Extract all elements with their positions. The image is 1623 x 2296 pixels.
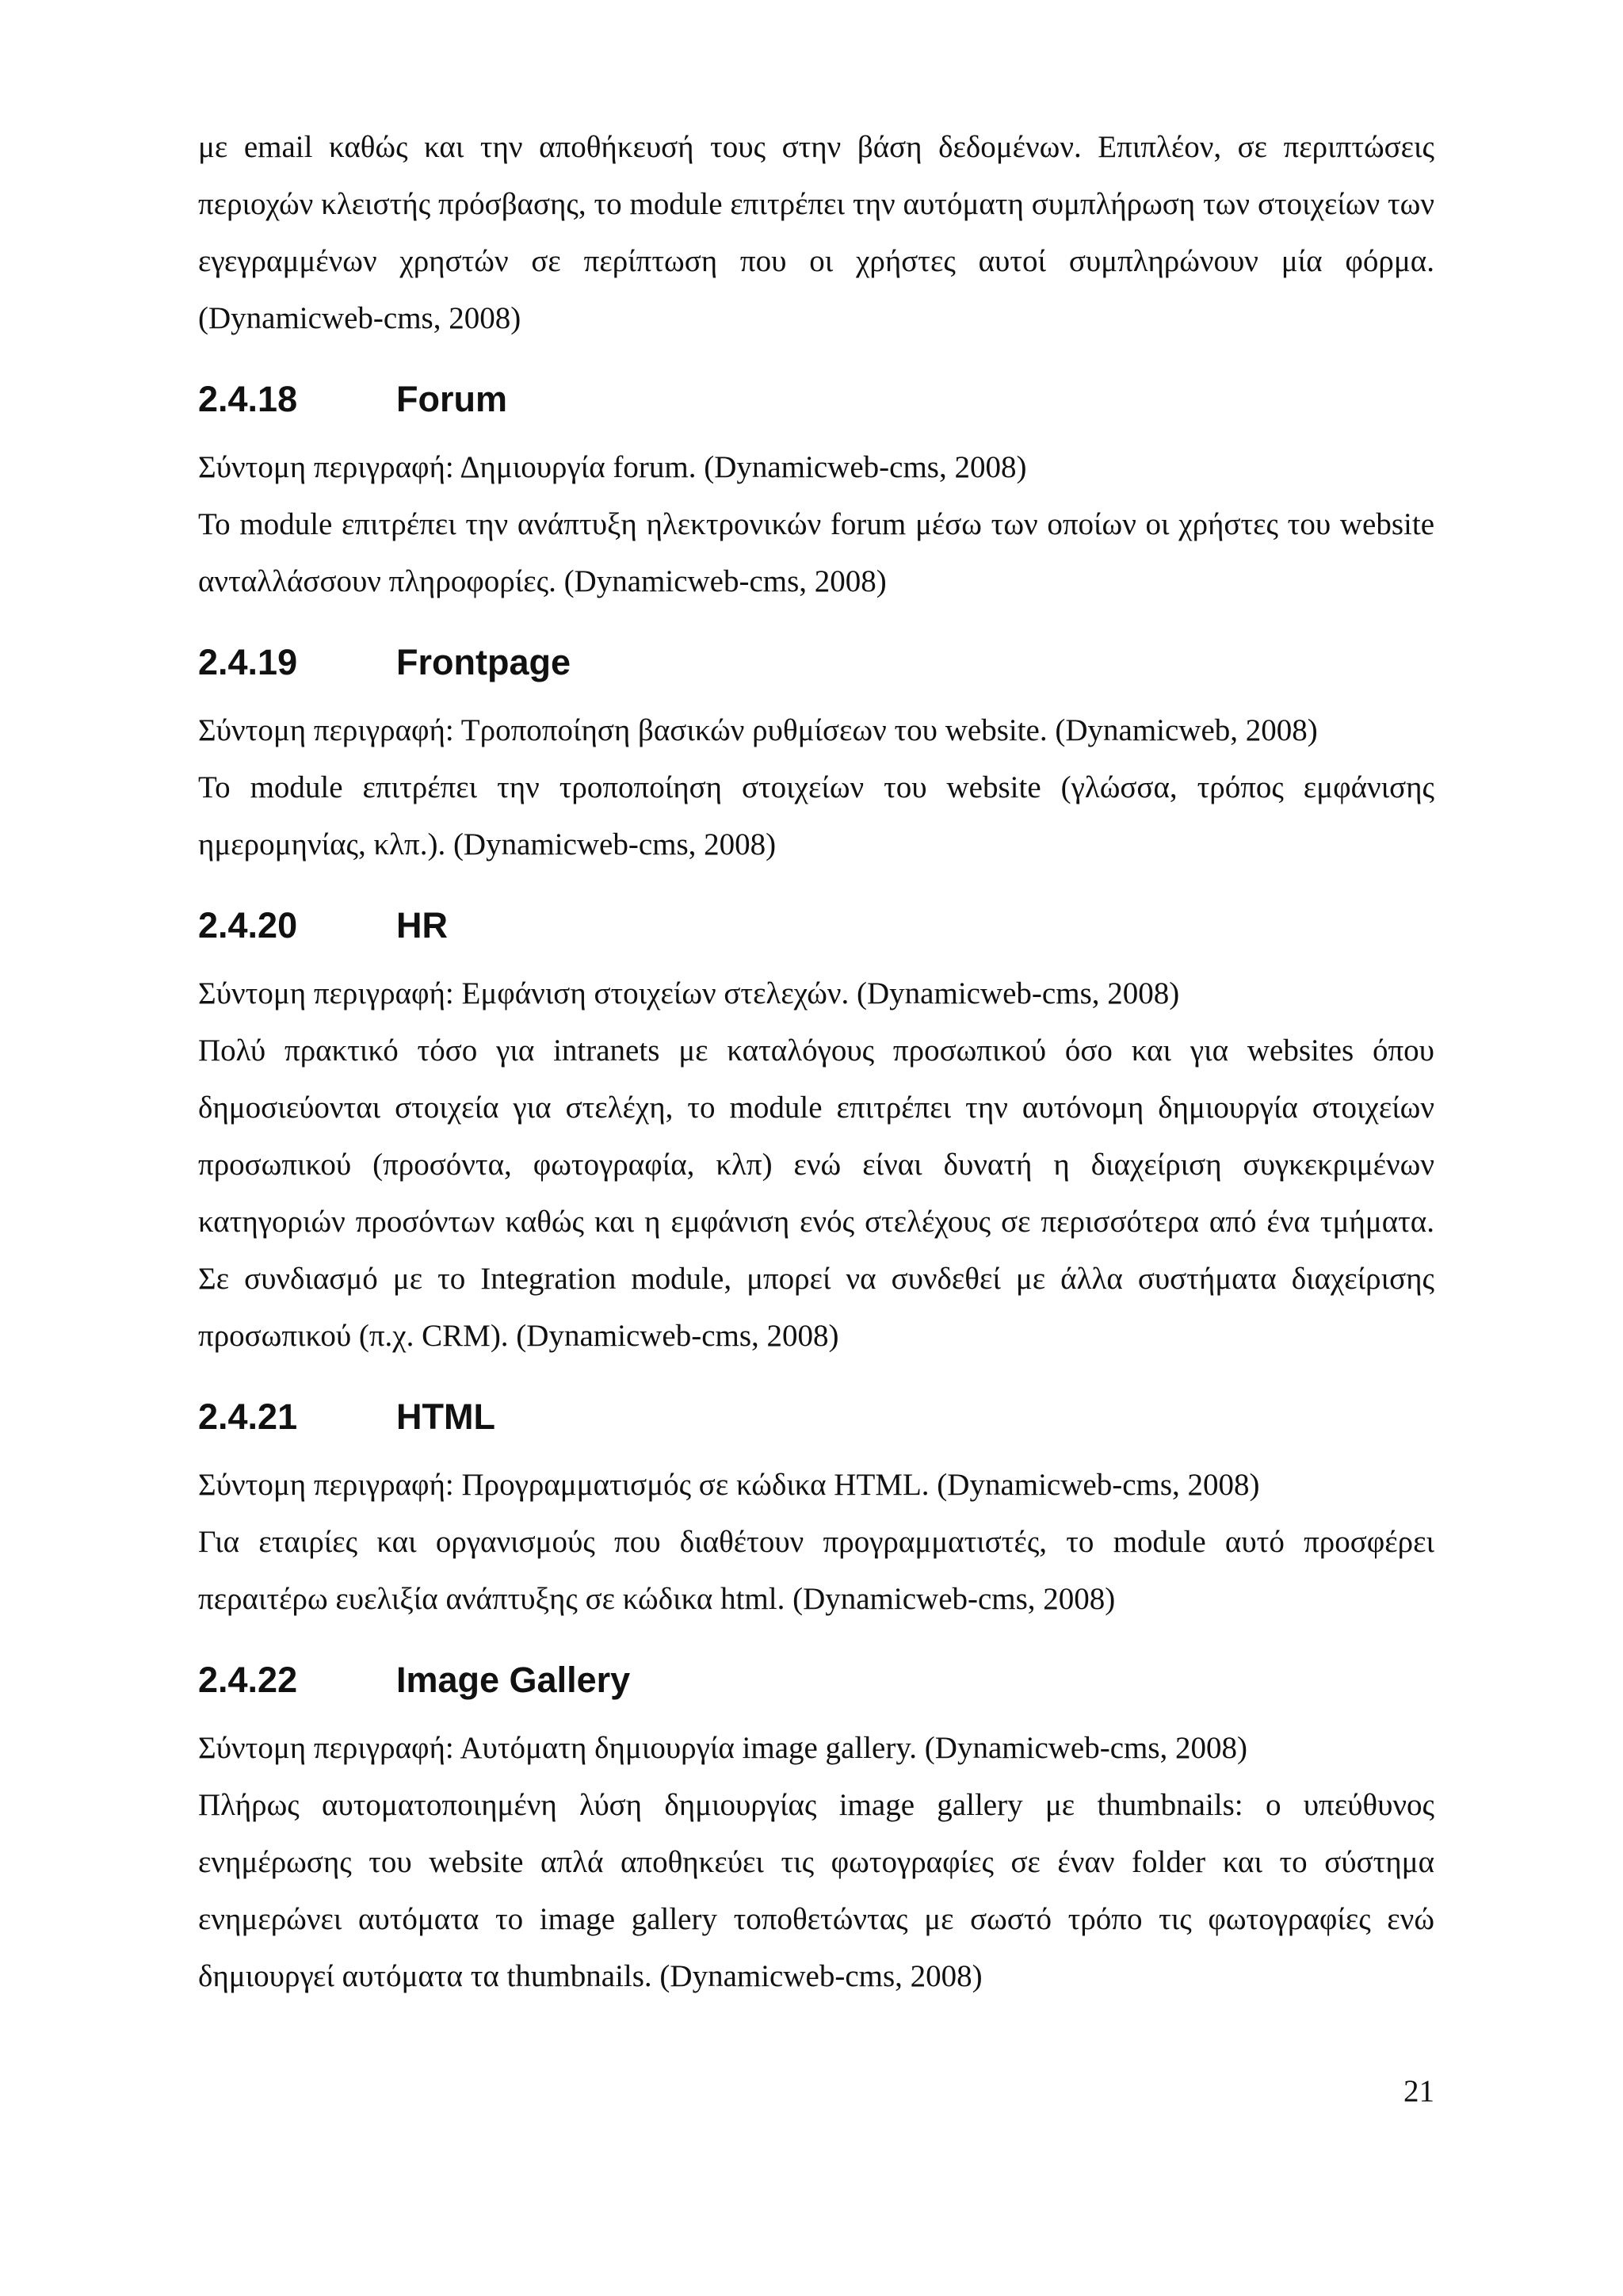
section-number: 2.4.18 <box>198 379 298 419</box>
section-title: HTML <box>396 1396 495 1437</box>
section-body: Για εταιρίες και οργανισμούς που διαθέτουν προγραμματιστές, το module αυτό προσφέρει περαιτέρω ευελιξία ανάπτυξης σε κώδικα html. (Dynamicweb-cms, 2008) <box>198 1525 1434 1616</box>
section-summary: Σύντομη περιγραφή: Τροποποίηση βασικών ρυθμίσεων του website. (Dynamicweb, 2008) <box>198 713 1318 747</box>
document-page <box>198 119 1434 2005</box>
section-heading <box>198 1652 1434 1709</box>
section-body: Πλήρως αυτοματοποιημένη λύση δημιουργίας image gallery με thumbnails: ο υπεύθυνος ενημέρωσης του website απλά αποθηκεύει τις φωτογραφίες σε έναν folder και το σύστημα ενημερώνει αυτόματα το image gallery τοποθετώντας με σωστό τρόπο τις φωτογραφίες ενώ δημιουργεί αυτόματα τα thumbnails. (Dynamicweb-cms, 2008) <box>198 1788 1435 1993</box>
page-number: 21 <box>1403 2074 1434 2108</box>
section-title: Frontpage <box>396 642 571 682</box>
section-heading <box>198 634 1434 691</box>
section-heading <box>198 371 1434 428</box>
section-summary: Σύντομη περιγραφή: Δημιουργία forum. (Dynamicweb-cms, 2008) <box>198 450 1027 484</box>
section-frontpage <box>198 634 1434 873</box>
section-heading <box>198 1389 1434 1446</box>
section-html <box>198 1389 1434 1628</box>
section-body: Πολύ πρακτικό τόσο για intranets με καταλόγους προσωπικού όσο και για websites όπου δημοσιεύονται στοιχεία για στελέχη, το module επιτρέπει την αυτόνομη δημιουργία στοιχείων προσωπικού (προσόντα, φωτογραφία, κλπ) ενώ είναι δυνατή η διαχείριση συγκεκριμένων κατηγοριών προσόντων καθώς και η εμφάνιση ενός στελέχους σε περισσότερα από ένα τμήματα. Σε συνδιασμό με το Integration module, μπορεί να συνδεθεί με άλλα συστήματα διαχείρισης προσωπικού (π.χ. CRM). (Dynamicweb-cms, 2008) <box>198 1033 1434 1353</box>
section-summary: Σύντομη περιγραφή: Προγραμματισμός σε κώδικα HTML. (Dynamicweb-cms, 2008) <box>198 1468 1260 1502</box>
section-number: 2.4.22 <box>198 1660 298 1700</box>
section-forum <box>198 371 1434 610</box>
section-title: Image Gallery <box>396 1660 631 1700</box>
section-number: 2.4.21 <box>198 1396 298 1437</box>
section-summary: Σύντομη περιγραφή: Αυτόματη δημιουργία image gallery. (Dynamicweb-cms, 2008) <box>198 1731 1248 1765</box>
section-number: 2.4.19 <box>198 642 298 682</box>
section-image-gallery <box>198 1652 1434 2005</box>
section-body: Το module επιτρέπει την τροποποίηση στοιχείων του website (γλώσσα, τρόπος εμφάνισης ημερομηνίας, κλπ.). (Dynamicweb-cms, 2008) <box>198 770 1434 861</box>
section-summary: Σύντομη περιγραφή: Εμφάνιση στοιχείων στελεχών. (Dynamicweb-cms, 2008) <box>198 976 1180 1010</box>
section-heading <box>198 897 1434 954</box>
section-title: Forum <box>396 379 507 419</box>
section-title: HR <box>396 905 448 946</box>
section-hr <box>198 897 1434 1365</box>
section-body: Το module επιτρέπει την ανάπτυξη ηλεκτρονικών forum μέσω των οποίων οι χρήστες του website ανταλλάσσουν πληροφορίες. (Dynamicweb-cms, 2008) <box>198 507 1434 598</box>
intro-paragraph: με email καθώς και την αποθήκευσή τους στην βάση δεδομένων. Επιπλέον, σε περιπτώσεις περιοχών κλειστής πρόσβασης, το module επιτρέπει την αυτόματη συμπλήρωση των στοιχείων των εγεγραμμένων χρηστών σε περίπτωση που οι χρήστες αυτοί συμπληρώνουν μία φόρμα. (Dynamicweb-cms, 2008) <box>198 130 1434 335</box>
section-number: 2.4.20 <box>198 905 298 946</box>
